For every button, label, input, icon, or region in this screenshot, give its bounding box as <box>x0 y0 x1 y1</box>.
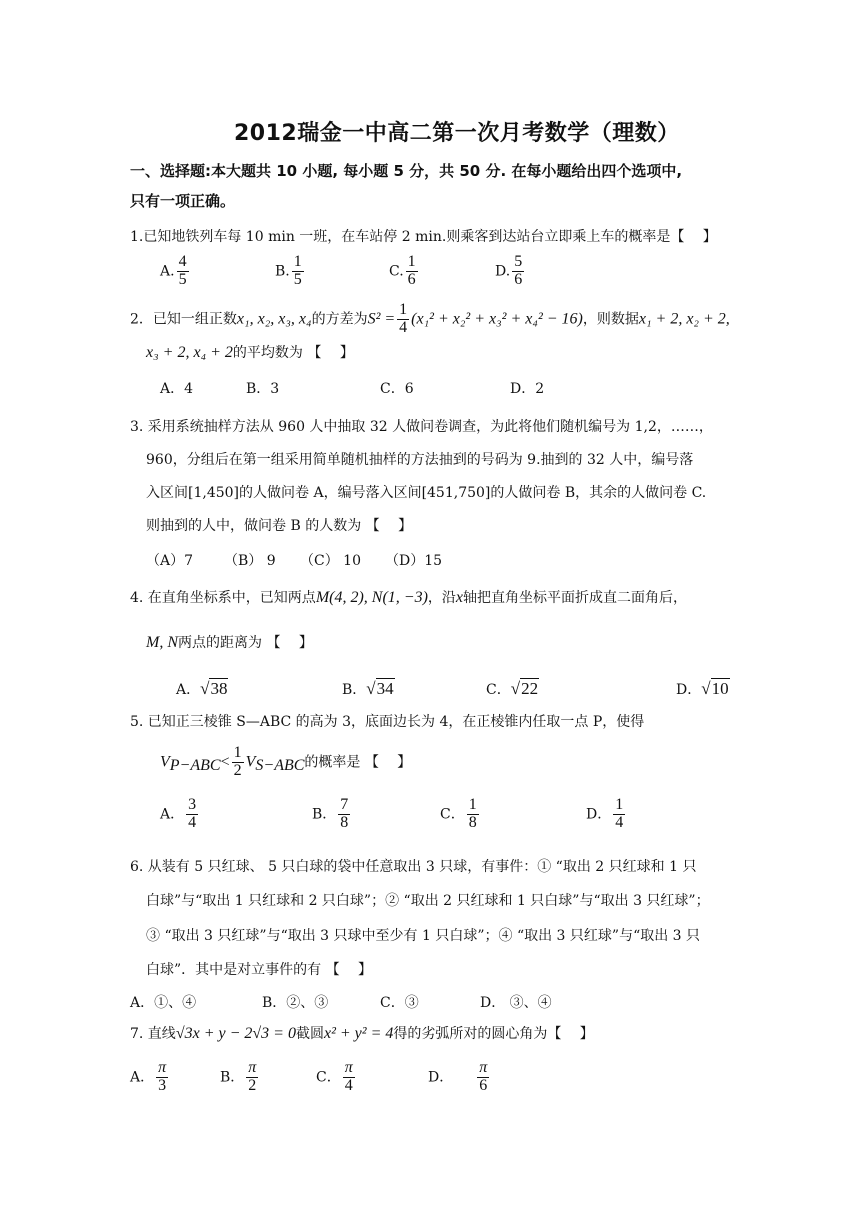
question-3-line4: 则抽到的人中，做问卷 B 的人数为 【 】 <box>146 518 413 534</box>
question-5-line1: 5. 已知正三棱锥 S—ABC 的高为 3，底面边长为 4，在正棱锥内任取一点 P，使得 <box>130 714 645 730</box>
page-title: 2012瑞金一中高二第一次月考数学（理数） <box>234 121 680 146</box>
question-2-option-d: D．2 <box>510 381 545 397</box>
question-5-option-a: A． $\frac{3}{4}$ <box>160 796 197 831</box>
question-4-line2: M, N两点的距离为 【 】 <box>146 634 313 651</box>
question-2-option-a: A．4 <box>160 381 194 397</box>
question-1-option-a: A. $\frac{4}{5}$ <box>160 253 187 288</box>
question-4-option-c: C．√22 <box>486 679 539 698</box>
question-7-option-a: A． $\frac{\pi}{3}$ <box>130 1059 167 1094</box>
question-5-option-b: B． $\frac{7}{8}$ <box>312 796 349 831</box>
question-2-line1: 2．已知一组正数x₁, x₂, x₃, x₄的方差为S² = $\frac{1}{4}$ (x₁² + x₂² + x₃² + x₄² − 16)，则数据x₁ + 2, x₂ + 2, <box>130 301 730 336</box>
question-7-option-b: B． $\frac{\pi}{2}$ <box>220 1059 257 1094</box>
question-3-option-d: （D）15 <box>385 553 443 569</box>
question-7-option-c: C． $\frac{\pi}{4}$ <box>316 1059 353 1094</box>
question-4-option-a: A．√38 <box>176 679 228 698</box>
question-7-line: 7. 直线√3x + y − 2√3 = 0截圆x² + y² = 4得的劣弧所对的圆心角为【 】 <box>130 1025 594 1042</box>
question-6-option-a: A．①、④ <box>130 995 197 1011</box>
question-2-line2: x₃ + 2, x₄ + 2的平均数为 【 】 <box>146 344 354 361</box>
question-6-line4: 白球”．其中是对立事件的有 【 】 <box>146 962 373 978</box>
question-2-option-c: C．6 <box>380 381 414 397</box>
question-3-line1: 3. 采用系统抽样方法从 960 人中抽取 32 人做问卷调查，为此将他们随机编号为 1,2，……， <box>130 419 713 435</box>
question-1-option-d: D. $\frac{5}{6}$ <box>495 253 523 288</box>
question-6-option-d: D． ③、④ <box>480 995 552 1011</box>
question-3-option-c: （C） 10 <box>300 553 361 569</box>
question-4-line1: 4. 在直角坐标系中，已知两点M(4, 2), N(1, −3)，沿x轴把直角坐标平面折成直二面角后， <box>130 589 688 606</box>
question-4-option-b: B．√34 <box>342 679 394 698</box>
question-1-option-c: C. $\frac{1}{6}$ <box>389 253 416 288</box>
question-3-line3: 入区间[1,450]的人做问卷 A，编号落入区间[451,750]的人做问卷 B，其余的人做问卷 C. <box>146 485 707 501</box>
question-6-option-b: B．②、③ <box>262 995 329 1011</box>
question-6-line3: ③ “取出 3 只红球”与“取出 3 只球中至少有 1 只白球”；④ “取出 3 只红球”与“取出 3 只 <box>146 928 701 944</box>
question-2-option-b: B．3 <box>246 381 280 397</box>
section-header-line1: 一、选择题:本大题共 10 小题, 每小题 5 分，共 50 分. 在每小题给出四个选项中, <box>130 162 683 180</box>
question-4-option-d: D．√10 <box>676 679 729 698</box>
question-1-text: 1.已知地铁列车每 10 min 一班，在车站停 2 min.则乘客到达站台立即乘上车的概率是【 】 <box>130 229 717 245</box>
question-5-option-c: C． $\frac{1}{8}$ <box>440 796 477 831</box>
question-5-line2: $V_{P-ABC}<$ $\frac{1}{2}$ $V_{S-ABC}$的概率是 【 】 <box>160 744 412 779</box>
question-1-option-b: B. $\frac{1}{5}$ <box>275 253 302 288</box>
question-6-option-c: C．③ <box>380 995 419 1011</box>
question-5-option-d: D． $\frac{1}{4}$ <box>586 796 624 831</box>
question-3-line2: 960，分组后在第一组采用简单随机抽样的方法抽到的号码为 9.抽到的 32 人中，编号落 <box>146 452 694 468</box>
question-3-option-b: （B） 9 <box>224 553 276 569</box>
question-6-line2: 白球”与“取出 1 只红球和 2 只白球”；② “取出 2 只红球和 1 只白球”与“取出 3 只红球”； <box>146 893 710 909</box>
question-3-option-a: （A）7 <box>146 553 194 569</box>
section-header-line2: 只有一项正确。 <box>130 192 236 210</box>
question-6-line1: 6. 从装有 5 只红球、 5 只白球的袋中任意取出 3 只球，有事件：① “取出 2 只红球和 1 只 <box>130 859 697 875</box>
question-7-option-d: D． $\frac{\pi}{6}$ <box>428 1059 488 1094</box>
